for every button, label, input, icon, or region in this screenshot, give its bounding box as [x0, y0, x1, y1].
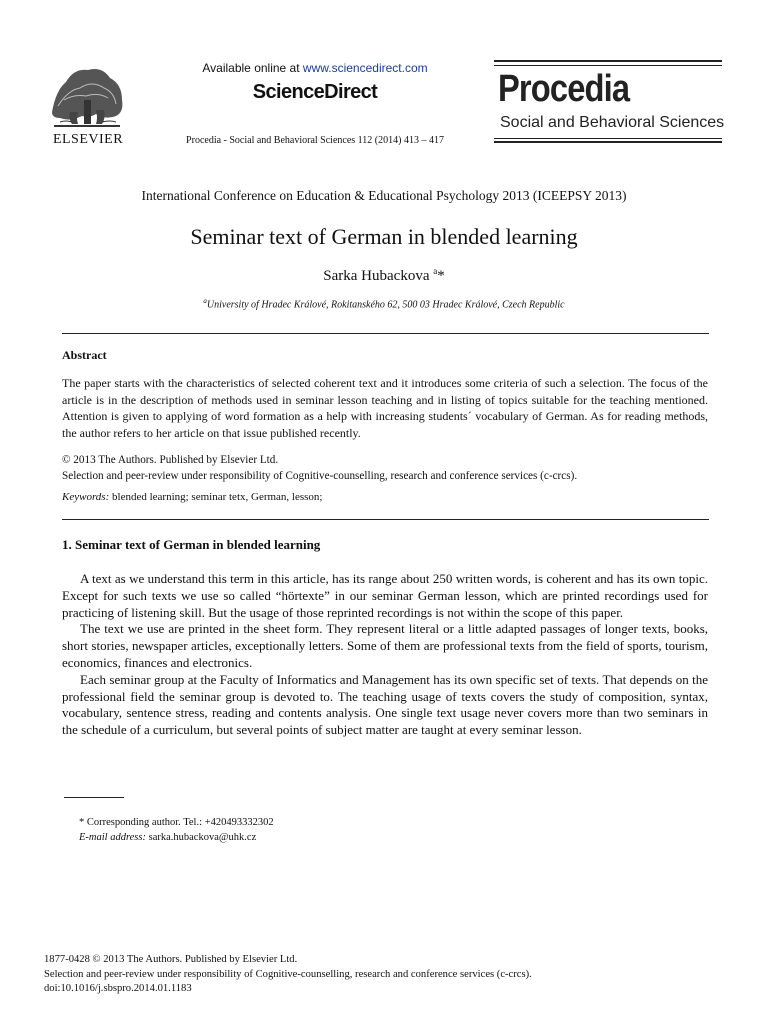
- keywords: [62, 491, 708, 503]
- copyright-block: [62, 452, 708, 484]
- email-line: [79, 830, 274, 845]
- sciencedirect-link[interactable]: www.sciencedirect.com: [302, 61, 428, 75]
- section-heading: 1. Seminar text of German in blended learning: [62, 537, 321, 552]
- abstract-text: The paper starts with the characteristics of selected coherent text and it introduces some criteria of such a selection. The focus of the article is in the description of methods used in seminar lesson teaching and in listing of topics suitable for the teaching mentioned. Attention is given to applying of word formation as a help with increasing students´ vocabulary of German. As for reading methods, the author refers to her article on that issue published recently.: [62, 376, 708, 440]
- affil-mark: a: [203, 297, 207, 305]
- paper-title: Seminar text of German in blended learning: [190, 224, 578, 249]
- paragraph: Each seminar group at the Faculty of Informatics and Management has its own specific set of texts. That depends on the professional field the seminar group is devoted to. The teaching usage of texts covers the study of composition, syntax, vocabulary, sentence stress, reading and contents analysis. One single text usage never covers more than two seminars in the schedule of a curriculum, but several points of subject matter are taught at every seminar lesson.: [62, 671, 708, 738]
- procedia-rule-bottom: [494, 138, 722, 139]
- journal-citation: Procedia - Social and Behavioral Sciences 112 (2014) 413 – 417: [186, 135, 444, 146]
- footer-review: Selection and peer-review under responsibility of Cognitive-counselling, research and conference services (c-crcs).: [44, 968, 532, 980]
- available-prefix: Available online at: [202, 61, 303, 75]
- paragraph: The text we use are printed in the sheet form. They represent literal or a little adapted passages of longer texts, books, short stories, newspaper articles, exceptionally letters. Some of them are professional texts from the field of sports, tourism, economics, finances and electronics.: [62, 621, 708, 670]
- procedia-wordmark: Procedia: [498, 68, 630, 110]
- page-footer: [44, 953, 734, 997]
- divider-bottom: [62, 519, 709, 520]
- copyright-line: © 2013 The Authors. Published by Elsevier Ltd.: [62, 454, 279, 466]
- peer-review-line: Selection and peer-review under responsibility of Cognitive-counselling, research and conference services (c-crcs).: [62, 470, 578, 482]
- procedia-rule-bottom-2: [494, 141, 722, 143]
- author-mark: a: [433, 266, 438, 276]
- corresponding-author: * Corresponding author. Tel.: +420493332302: [79, 817, 274, 828]
- procedia-subtitle: Social and Behavioral Sciences: [500, 114, 725, 131]
- available-online: [150, 61, 480, 75]
- author-star: *: [437, 268, 445, 284]
- divider-top: [62, 333, 709, 334]
- email-label: E-mail address:: [79, 832, 146, 843]
- footnote: [79, 815, 274, 845]
- email-address[interactable]: sarka.hubackova@uhk.cz: [148, 832, 257, 843]
- affiliation-text: University of Hradec Králové, Rokitanského 62, 500 03 Hradec Králové, Czech Republic: [206, 299, 565, 311]
- affiliation: [0, 297, 768, 310]
- paragraph: A text as we understand this term in this article, has its range about 250 written words, is coherent and has its own topic. Except for such texts we use so called “hörtexte” in our seminar German lesson, which are printed recordings used for practicing of listening skill. But the usage of those reprinted recordings is not within the scope of this paper.: [62, 571, 708, 620]
- procedia-rule-top-2: [494, 65, 722, 66]
- footer-doi[interactable]: doi:10.1016/j.sbspro.2014.01.1183: [44, 983, 192, 994]
- author-line: [0, 266, 768, 285]
- section-body: [62, 571, 708, 739]
- footnote-rule: [64, 797, 124, 798]
- procedia-rule-top: [494, 60, 722, 62]
- abstract-heading: Abstract: [62, 348, 107, 362]
- keywords-text: blended learning; seminar tetx, German, lesson;: [112, 491, 323, 503]
- footer-issn: 1877-0428 © 2013 The Authors. Published by Elsevier Ltd.: [44, 954, 298, 965]
- keywords-label: Keywords:: [62, 491, 110, 503]
- author-name: Sarka Hubackova: [323, 268, 430, 284]
- elsevier-wordmark: ELSEVIER: [52, 132, 124, 147]
- sciencedirect-wordmark: ScienceDirect: [252, 81, 378, 103]
- elsevier-tree-logo-icon: [46, 60, 128, 130]
- conference-name: International Conference on Education & Educational Psychology 2013 (ICEEPSY 2013): [141, 188, 627, 203]
